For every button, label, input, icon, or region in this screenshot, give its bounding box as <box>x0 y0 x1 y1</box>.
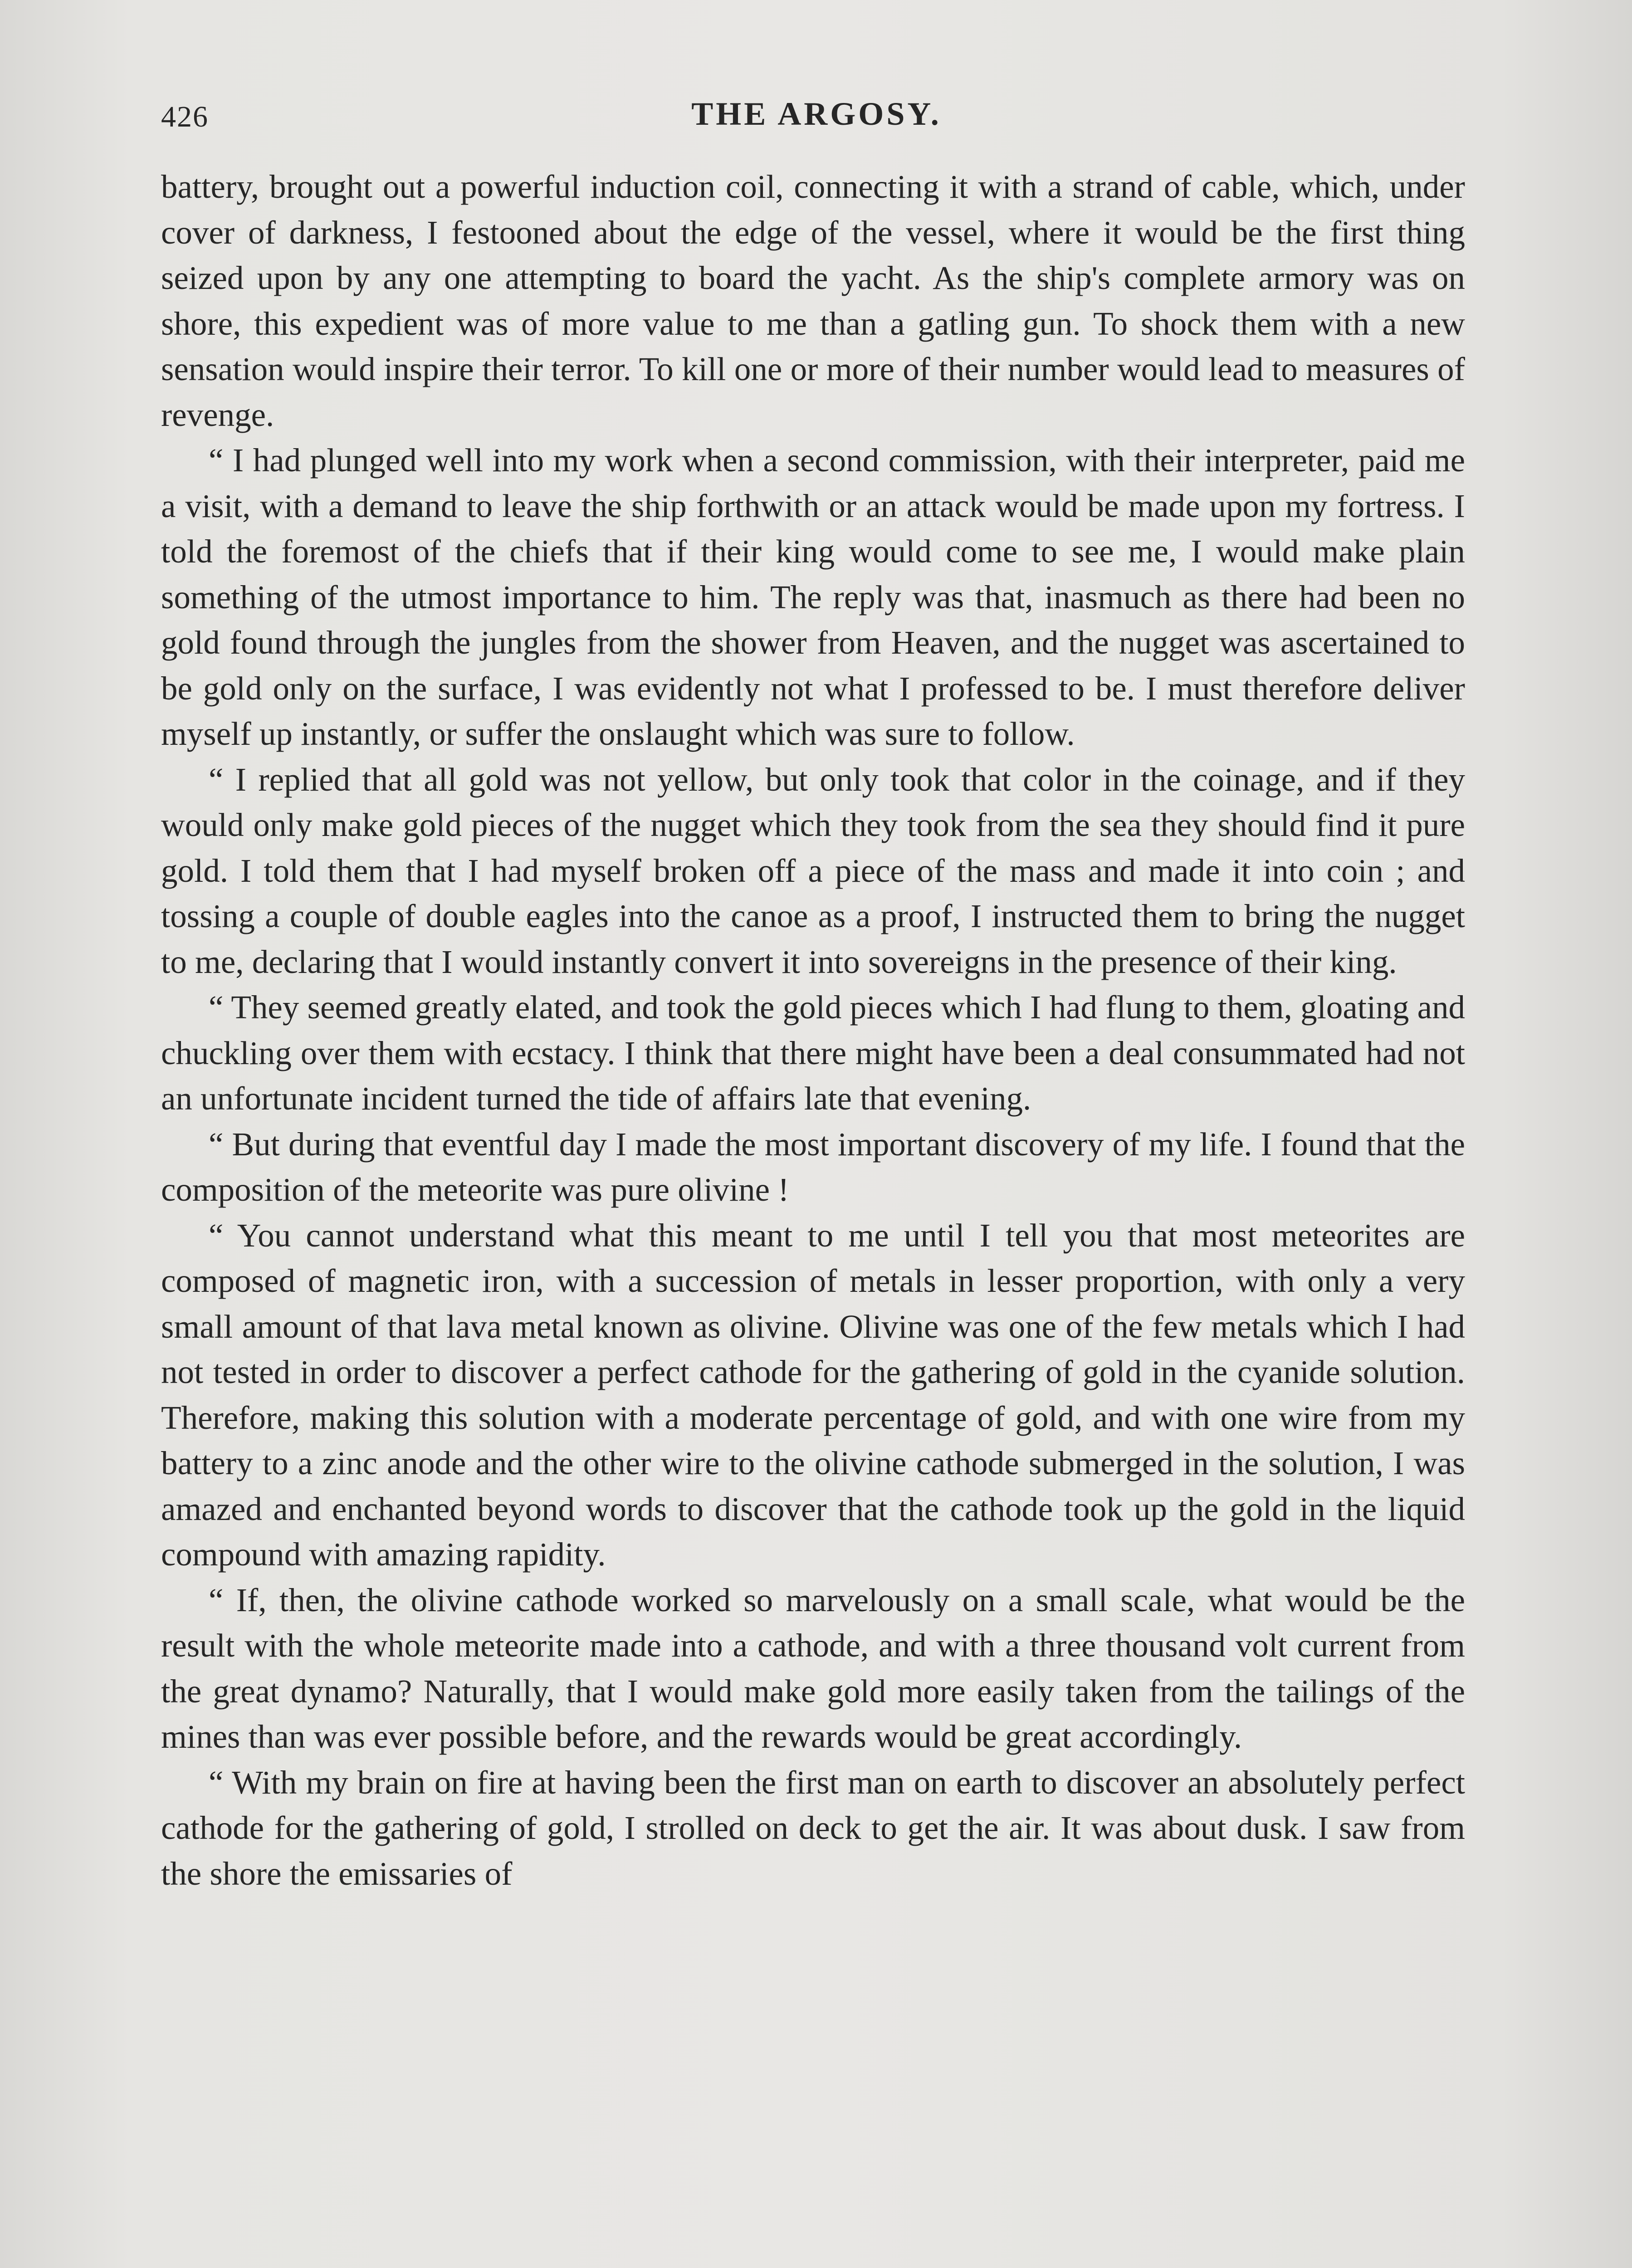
page-number: 426 <box>161 100 209 133</box>
paragraph: “ But during that eventful day I made the most important discovery of my life. I found that the composition of the meteorite was pure olivine ! <box>161 1125 1465 1208</box>
paragraph: “ I replied that all gold was not yellow, but only took that color in the coinage, and if they would only make gold pieces of the nugget which they took from the sea they should find it pure gold. I told them that I had myself broken off a piece of the mass and made it into coin ; and tossing a couple of double eagles into the canoe as a proof, I instructed them to bring the nugget to me, declaring that I would instantly convert it into sovereigns in the presence of their king. <box>161 761 1465 980</box>
paragraph: “ You cannot understand what this meant to me until I tell you that most meteorites are composed of magnetic iron, with a succession of metals in lesser proportion, with only a very small amount of that lava metal known as olivine. Olivine was one of the few metals which I had not tested in order to discover a perfect cathode for the gathering of gold in the cyanide solution. Therefore, making this solution with a moderate percentage of gold, and with one wire from my battery to a zinc anode and the other wire to the olivine cathode submerged in the solution, I was amazed and enchanted beyond words to discover that the cathode took up the gold in the liquid compound with amazing rapidity. <box>161 1217 1465 1573</box>
running-title: THE ARGOSY. <box>691 96 942 132</box>
article-body <box>161 164 1465 1897</box>
paragraph: “ If, then, the olivine cathode worked so marvelously on a small scale, what would be the result with the whole meteorite made into a cathode, and with a three thousand volt current from the great dynamo? Naturally, that I would make gold more easily taken from the tailings of the mines than was ever possible before, and the rewards would be great accordingly. <box>161 1581 1465 1755</box>
paragraph: “ With my brain on fire at having been the first man on earth to discover an absolutely perfect cathode for the gathering of gold, I strolled on deck to get the air. It was about dusk. I saw from the shore the emissaries of <box>161 1764 1465 1892</box>
paragraph: “ They seemed greatly elated, and took the gold pieces which I had flung to them, gloating and chuckling over them with ecstacy. I think that there might have been a deal consummated had not an unfortunate incident turned the tide of affairs late that evening. <box>161 989 1465 1117</box>
page-header <box>161 86 1472 136</box>
paragraph: “ I had plunged well into my work when a second commission, with their interpreter, paid me a visit, with a demand to leave the ship forthwith or an attack would be made upon my fortress. I told the foremost of the chiefs that if their king would come to see me, I would make plain something of the utmost importance to him. The reply was that, inasmuch as there had been no gold found through the jungles from the shower from Heaven, and the nugget was ascertained to be gold only on the surface, I was evidently not what I professed to be. I must therefore deliver myself up instantly, or suffer the onslaught which was sure to follow. <box>161 442 1465 752</box>
paragraph: battery, brought out a powerful induction coil, connecting it with a strand of cable, which, under cover of darkness, I festooned about the edge of the vessel, where it would be the first thing seized upon by any one attempting to board the yacht. As the ship's complete armory was on shore, this expedient was of more value to me than a gatling gun. To shock them with a new sensation would inspire their terror. To kill one or more of their number would lead to measures of revenge. <box>161 168 1465 433</box>
